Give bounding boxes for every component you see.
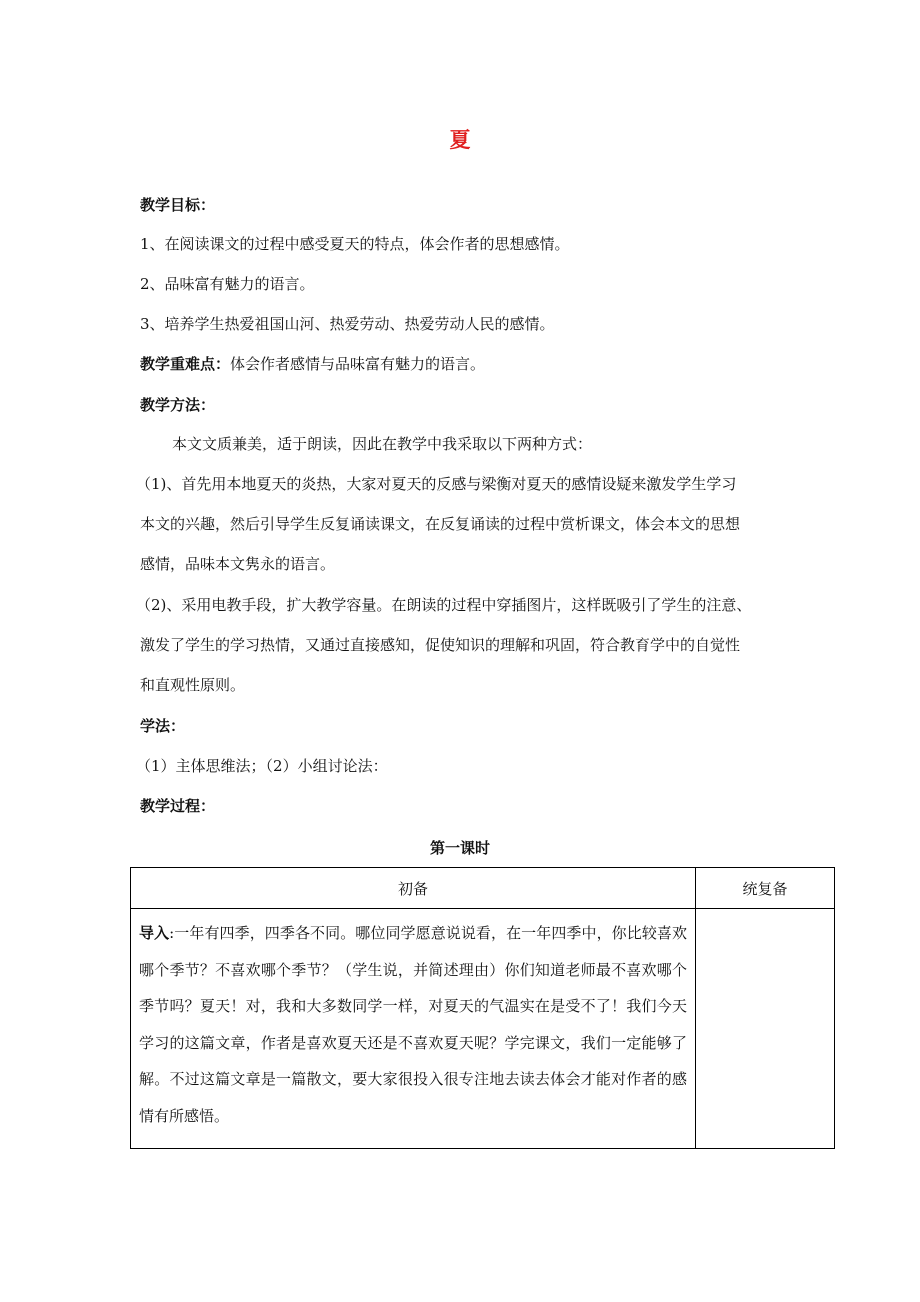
method-2-line-3: 和直观性原则。 [140,676,246,694]
intro-text: :一年有四季，四季各不同。哪位同学愿意说说看，在一年四季中，你比较喜欢哪个季节？不喜欢哪个季节？（学生说，并简述理由）你们知道老师最不喜欢哪个季节吗？夏天！对，我和大多数同学一样，对夏天的气温实在是受不了！我们今天学习的这篇文章，作者是喜欢夏天还是不喜欢夏天呢？学完课文，我们一定能够了解。不过这篇文章是一篇散文，要大家很投入很专注地去读去体会才能对作者的感情有所感悟。 [139,924,687,1125]
key-points-line [140,354,485,374]
objectives-heading: 教学目标： [140,196,216,214]
intro-cell [131,909,696,1149]
method-1-line-1: （1)、首先用本地夏天的炎热，大家对夏天的反感与梁衡对夏天的感情设疑来激发学生学习 [136,475,737,493]
methods-intro: 本文文质兼美，适于朗读，因此在教学中我采取以下两种方式： [172,435,593,453]
table-header-row [131,868,835,909]
table-row [131,909,835,1149]
study-text: （1）主体思维法；（2）小组讨论法： [136,757,388,775]
method-2-line-1: （2)、采用电教手段，扩大教学容量。在朗读的过程中穿插图片，这样既吸引了学生的注意、 [136,596,752,614]
key-points-text: 体会作者感情与品味富有魅力的语言。 [230,355,486,373]
process-heading: 教学过程： [140,797,216,815]
method-1-line-3: 感情，品味本文隽永的语言。 [140,555,336,573]
key-points-label: 教学重难点： [140,355,231,373]
method-2-line-2: 激发了学生的学习热情，又通过直接感知，促使知识的理解和巩固，符合教育学中的自觉性 [140,636,741,654]
review-prep-cell [696,909,835,1149]
objective-item-1: 1、在阅读课文的过程中感受夏天的特点，体会作者的思想感情。 [140,235,570,253]
objective-item-2: 2、品味富有魅力的语言。 [140,275,315,293]
methods-heading: 教学方法： [140,396,216,414]
lesson-plan-table [130,867,835,1149]
study-heading: 学法： [140,717,186,735]
objective-item-3: 3、培养学生热爱祖国山河、热爱劳动、热爱劳动人民的感情。 [140,315,555,333]
intro-label: 导入 [139,924,170,942]
lesson-heading: 第一课时 [429,839,490,857]
column-header-review-prep: 统复备 [696,868,835,909]
document-title: 夏 [449,128,471,152]
column-header-initial-prep: 初备 [131,868,696,909]
method-1-line-2: 本文的兴趣，然后引导学生反复诵读课文，在反复诵读的过程中赏析课文，体会本文的思想 [140,515,741,533]
